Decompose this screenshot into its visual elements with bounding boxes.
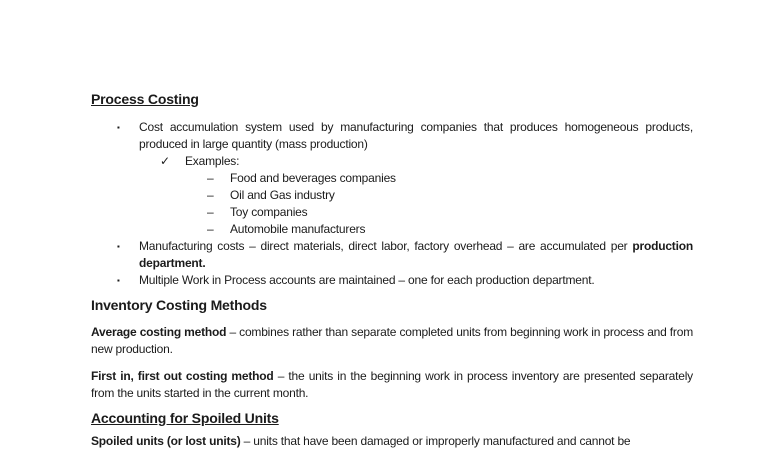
- average-method-lead: Average costing method: [91, 325, 227, 339]
- bullet-item-manufacturing-costs: [91, 238, 693, 272]
- bullet-item-wip-accounts: [91, 272, 693, 289]
- bullet-text-manufacturing-costs: [139, 238, 693, 272]
- example-item-text: Oil and Gas industry: [230, 188, 335, 202]
- bullet-item-accumulation: [91, 119, 693, 153]
- example-item-text: Food and beverages companies: [230, 171, 396, 185]
- fifo-method-lead: First in, first out costing method: [91, 369, 274, 383]
- spoiled-units-paragraph: [91, 433, 693, 450]
- checkmark-icon: ✓: [160, 154, 170, 168]
- dash-icon: –: [207, 205, 214, 219]
- fifo-method-text: – the units in the beginning work in process inventory are presented separately from the units started in the current month.: [91, 369, 693, 400]
- example-item-text: Automobile manufacturers: [230, 222, 366, 236]
- dash-icon: –: [207, 222, 214, 236]
- square-bullet-icon: ▪: [117, 242, 120, 251]
- fifo-method-paragraph: [91, 368, 693, 402]
- example-item-row: [91, 170, 693, 187]
- average-method-paragraph: [91, 324, 693, 358]
- heading-process-costing: Process Costing: [91, 91, 199, 107]
- example-item-text: Toy companies: [230, 205, 308, 219]
- bullet-text-accumulation: Cost accumulation system used by manufacturing companies that produces homogeneous products, produced in large quantity (mass production): [139, 120, 693, 151]
- spoiled-units-text: – units that have been damaged or improperly manufactured and cannot be: [240, 434, 631, 448]
- production-department-bold: production department.: [139, 239, 693, 270]
- heading-inventory-costing-methods: Inventory Costing Methods: [91, 297, 267, 313]
- example-item-row: [91, 187, 693, 204]
- average-method-text: – combines rather than separate completed units from beginning work in process and from new production.: [91, 325, 693, 356]
- example-item-row: [91, 204, 693, 221]
- heading-accounting-spoiled-units: Accounting for Spoiled Units: [91, 410, 279, 426]
- square-bullet-icon: ▪: [117, 276, 120, 285]
- bullet-text-wip-accounts: Multiple Work in Process accounts are maintained – one for each production department.: [139, 273, 595, 287]
- example-item-row: [91, 221, 693, 238]
- spoiled-units-lead: Spoiled units (or lost units): [91, 434, 241, 448]
- manufacturing-costs-normal: Manufacturing costs – direct materials, direct labor, factory overhead – are accumulated per: [139, 239, 633, 253]
- examples-label: Examples:: [185, 154, 240, 168]
- dash-icon: –: [207, 188, 214, 202]
- square-bullet-icon: ▪: [117, 123, 120, 132]
- dash-icon: –: [207, 171, 214, 185]
- examples-row: [91, 153, 693, 170]
